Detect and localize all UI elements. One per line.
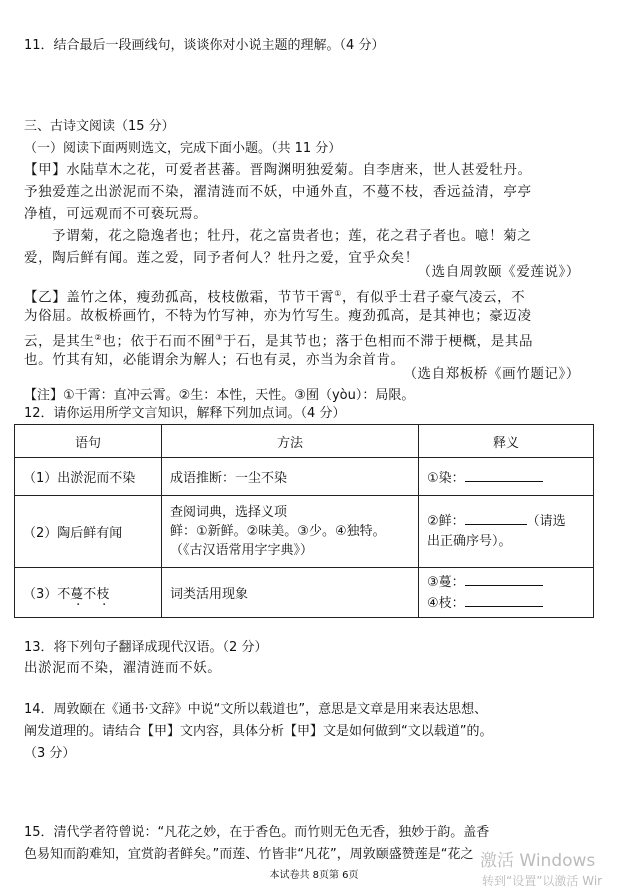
table-row [15, 568, 594, 618]
question-14-line-3: （3 分） [24, 746, 76, 761]
question-14-line-2: 阐发道理的。请结合【甲】文内容，具体分析【甲】文是如何做到“文以载道”的。 [24, 724, 493, 739]
yi-line-4: 也。竹其有知，必能谓余为解人；石也有灵，亦当为余首肯。 [24, 352, 405, 368]
annotation-note: 【注】①干霄：直冲云霄。②生：本性，天性。③囿（yòu）：局限。 [24, 388, 415, 403]
row3-method: 词类活用现象 [162, 568, 419, 618]
windows-activation-hint: 转到“设置”以激活 Wir [482, 874, 603, 888]
row3-answer-label-2: ④枝： [427, 595, 465, 611]
footnote-2: ② [94, 333, 103, 342]
row3-sentence-part: （3）不 [23, 587, 71, 602]
row2-answer-label: ②鲜： [427, 514, 465, 529]
row1-answer-label: ①染： [427, 471, 465, 486]
footnote-1: ① [334, 289, 342, 298]
yi-line-1a: 【乙】盖竹之体，瘦劲孤高，枝枝傲霜，节节干霄 [24, 289, 335, 306]
table-row [15, 496, 594, 568]
row3-sentence-part: 不 [83, 587, 97, 602]
question-11: 11．结合最后一段画线句，谈谈你对小说主题的理解。（4 分） [24, 38, 385, 53]
jia-line-2: 予独爱莲之出淤泥而不染，濯清涟而不妖，中通外直，不蔓不枝，香远益清，亭亭 [24, 184, 532, 200]
answer-blank-4[interactable] [465, 593, 543, 607]
row2-answer-hint: （请选 [526, 514, 566, 529]
answer-table [14, 424, 594, 618]
row2-method-line-2: 鲜：①新鲜。②味美。③少。④独特。 [170, 524, 386, 539]
yi-line-1b: ，有似乎士君子豪气凌云，不 [341, 289, 526, 306]
yi-line-3 [24, 328, 533, 352]
windows-activation-watermark: 激活 Windows [480, 851, 596, 871]
row3-answer [419, 568, 594, 618]
dotted-word-zhi: 枝 [96, 587, 110, 602]
row2-sentence: （2）陶后鲜有闻 [15, 496, 162, 568]
jia-line-4: 予谓菊，花之隐逸者也；牡丹，花之富贵者也；莲，花之君子者也。噫！菊之 [52, 228, 532, 244]
yi-line-1 [24, 284, 525, 308]
question-14-line-1: 14．周敦颐在《通书·文辞》中说“文所以载道也”，意思是文章是用来表达思想、 [24, 702, 488, 717]
row3-sentence [15, 568, 162, 618]
jia-line-1: 【甲】水陆草木之花，可爱者甚蕃。晋陶渊明独爱菊。自李唐来，世人甚爱牡丹。 [24, 162, 532, 178]
row1-sentence: （1）出淤泥而不染 [15, 458, 162, 496]
row2-method [162, 496, 419, 568]
footnote-3: ③ [215, 333, 223, 342]
row2-answer-hint-2: 出正确序号）。 [427, 534, 512, 549]
dotted-word-man: 蔓 [70, 587, 84, 602]
question-12: 12．请你运用所学文言知识，解释下列加点词。（4 分） [24, 406, 346, 421]
header-method: 方法 [162, 425, 419, 458]
answer-blank-3[interactable] [465, 572, 543, 586]
table-row [15, 458, 594, 496]
jia-source: （选自周敦颐《爱莲说》） [417, 264, 580, 280]
header-meaning: 释义 [419, 425, 594, 458]
row1-method: 成语推断：一尘不染 [162, 458, 419, 496]
yi-line-3a: 云，是其生 [24, 333, 95, 350]
header-sentence: 语句 [15, 425, 162, 458]
page-footer: 本试卷共 8页第 6页 [269, 870, 359, 881]
question-15-line-2: 色易知而韵难知，宜赏韵者鲜矣。”而莲、竹皆非“凡花”，周敦颐盛赞莲是“花之 [24, 847, 474, 862]
question-15-line-1: 15．清代学者符曾说：“凡花之妙，在于香色。而竹则无色无香，独妙于韵。盖香 [24, 825, 490, 840]
row2-method-line-3: （《古汉语常用字字典》） [170, 543, 314, 558]
section-3-title: 三、古诗文阅读（15 分） [24, 119, 175, 134]
answer-blank-2[interactable] [465, 511, 527, 525]
row2-method-line-1: 查阅词典，选择义项 [170, 505, 288, 520]
row3-answer-label-1: ③蔓： [427, 574, 465, 590]
yi-line-3c: 于石，是其节也；落于色相而不滞于梗概，是其品 [222, 333, 534, 350]
yi-line-3b: 也；依于石而不囿 [102, 333, 216, 350]
part-1-title: （一）阅读下面两则选文，完成下面小题。（共 11 分） [24, 141, 342, 156]
question-13-sentence: 出淤泥而不染，濯清涟而不妖。 [24, 660, 222, 676]
yi-source: （选自郑板桥《画竹题记》） [403, 366, 580, 382]
row2-answer [419, 496, 594, 568]
jia-line-5: 爱，陶后鲜有闻。莲之爱，同予者何人？牡丹之爱，宜乎众矣！ [24, 250, 419, 266]
question-13: 13．将下列句子翻译成现代汉语。（2 分） [24, 640, 268, 655]
jia-line-3: 净植，可远观而不可亵玩焉。 [24, 206, 208, 222]
table-header-row [15, 425, 594, 458]
answer-blank-1[interactable] [465, 468, 543, 482]
yi-line-2: 为俗屈。故板桥画竹，不特为竹写神，亦为竹写生。瘦劲孤高，是其神也；豪迈凌 [24, 308, 532, 324]
row1-answer [419, 458, 594, 496]
